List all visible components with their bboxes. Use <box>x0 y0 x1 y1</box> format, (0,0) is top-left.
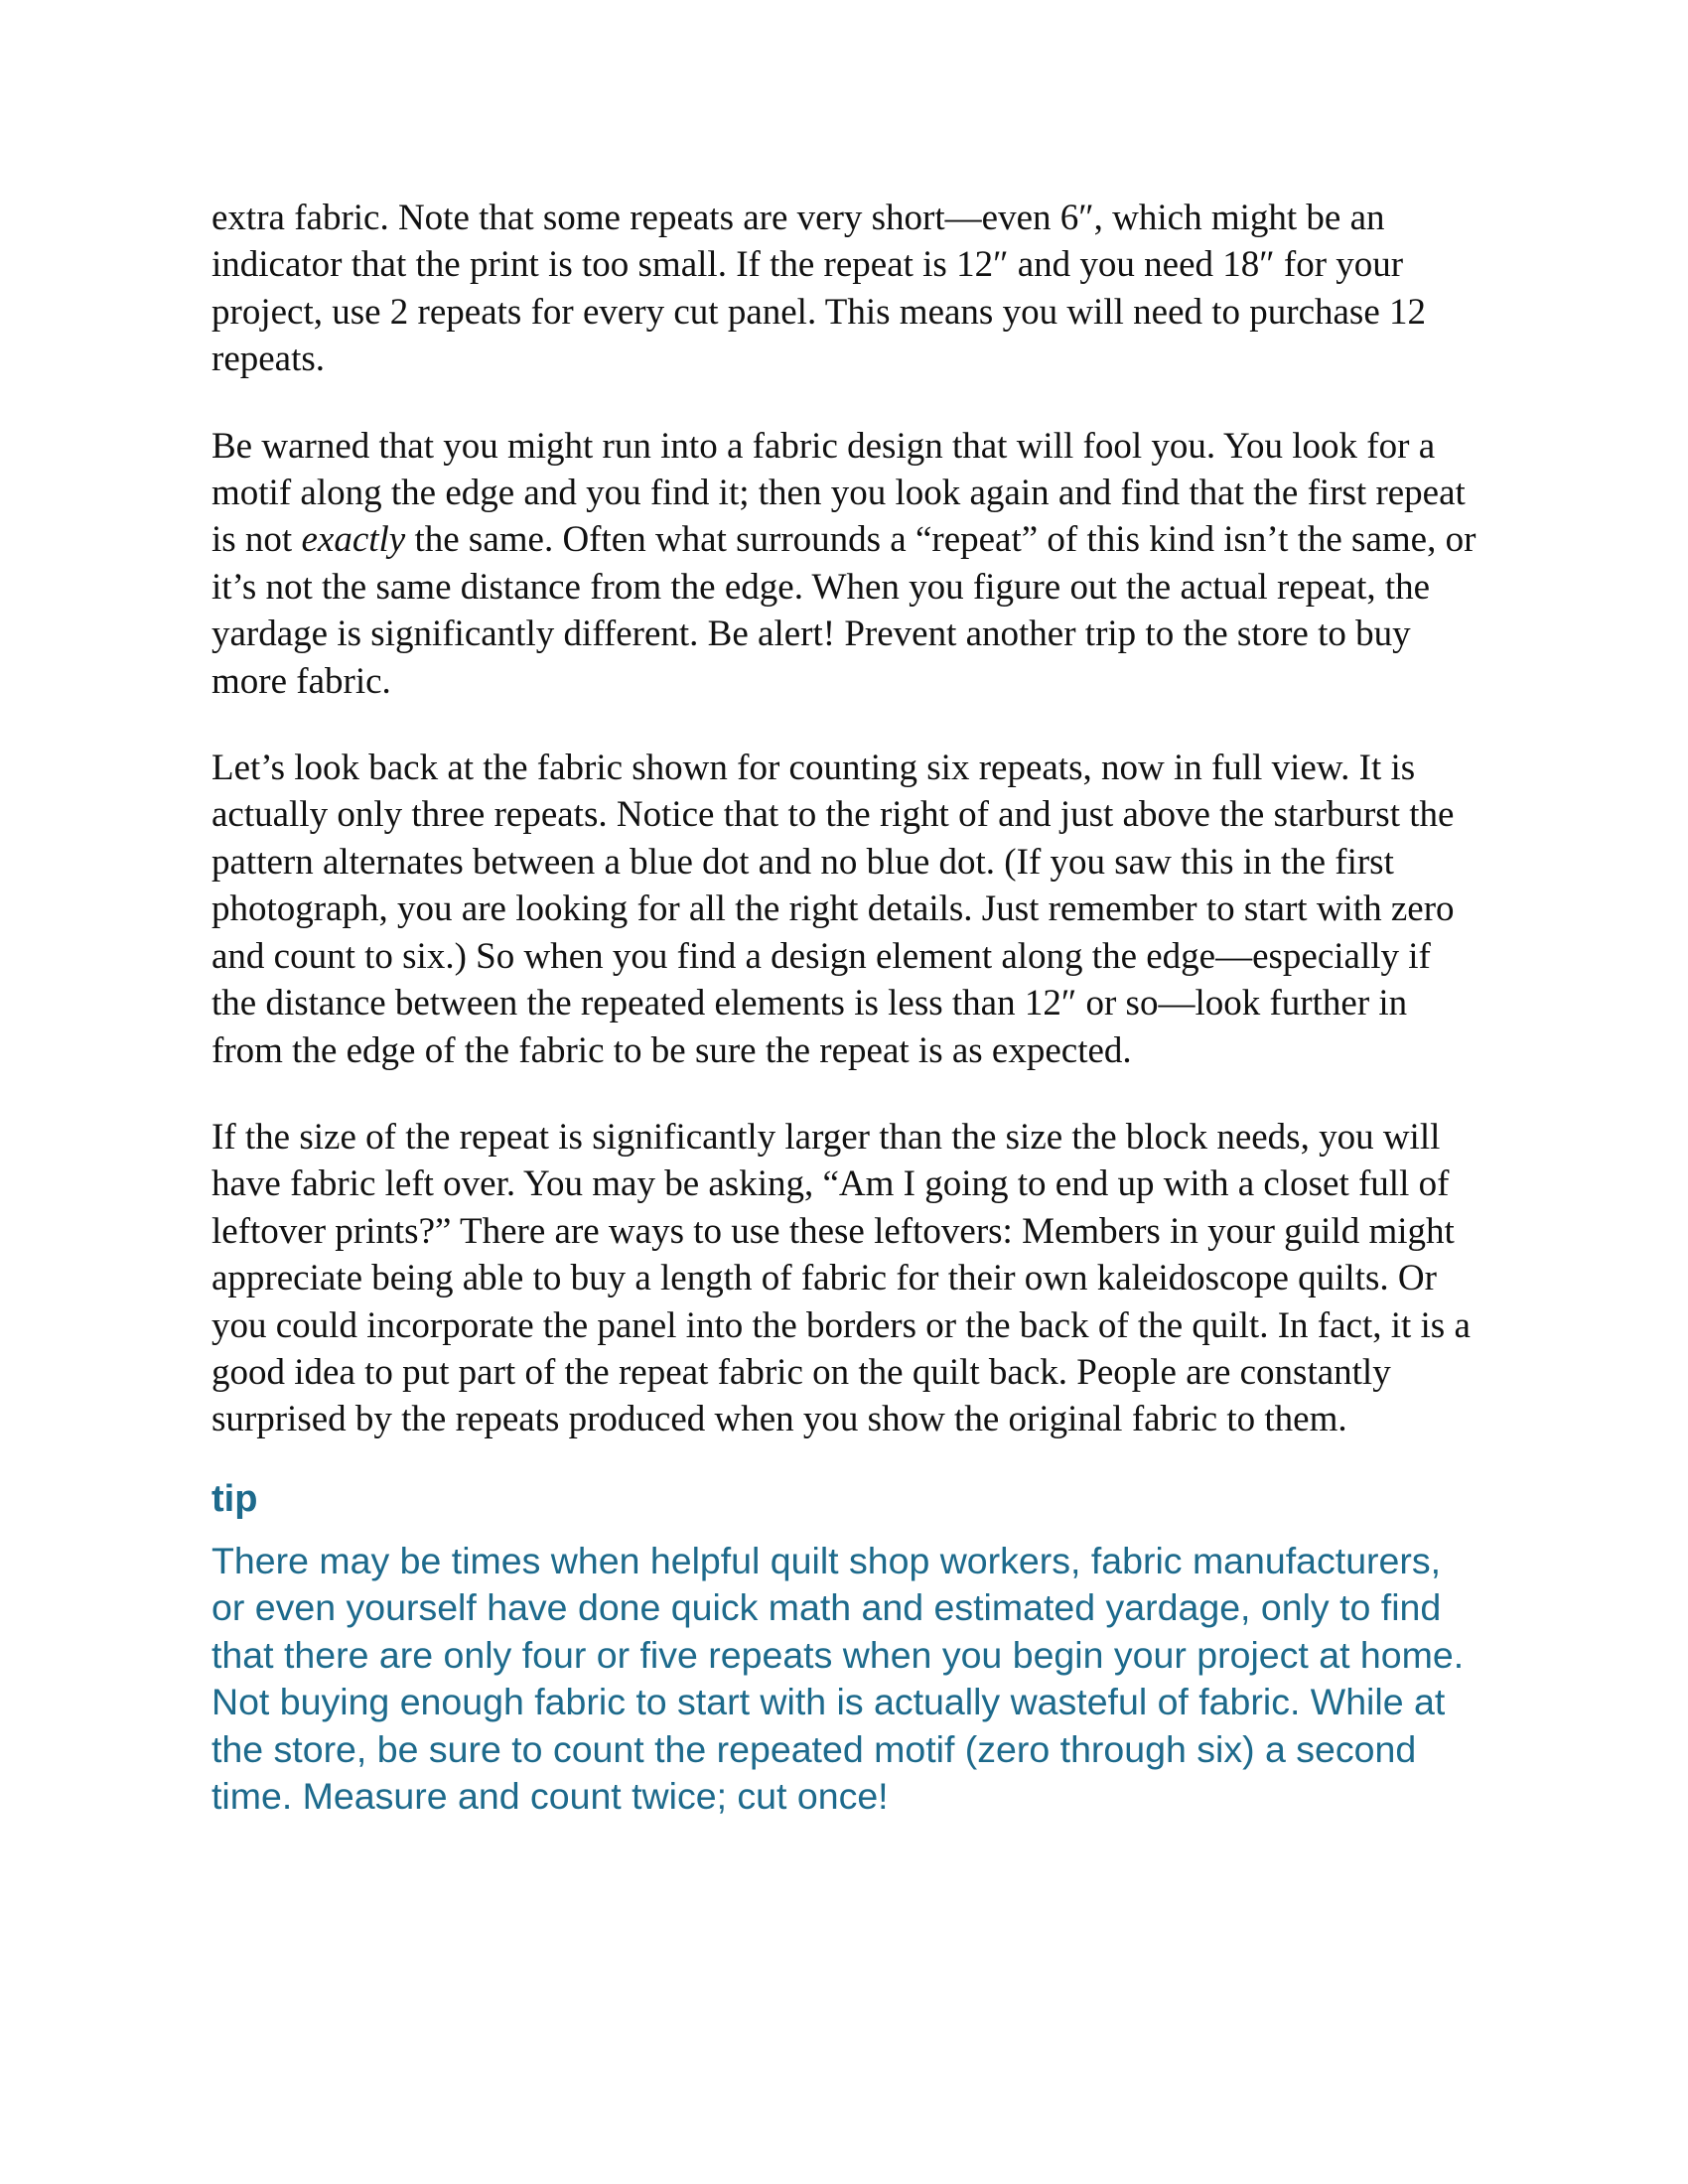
paragraph-2-text-after: the same. Often what surrounds a “repeat” of this kind isn’t the same, or it’s not the same distance from the edge. When you figure out the actual repeat, the yardage is significantly different. Be alert! Prevent another trip to the store to buy more fabric. <box>211 519 1477 702</box>
paragraph-2-text-before: Be warned that you might run into a fabric design that will fool you. You look for a motif along the edge and you find it; then you look again and find that the first repeat is not <box>211 425 1466 561</box>
paragraph-counting-repeats <box>211 745 1482 1074</box>
paragraph-2-emphasis: exactly <box>301 519 406 561</box>
tip-heading: tip <box>211 1477 258 1520</box>
paragraph-leftover-fabric <box>211 1114 1482 1443</box>
paragraph-fabric-warning <box>211 423 1482 705</box>
paragraph-3-text: Let’s look back at the fabric shown for counting six repeats, now in full view. It is actually only three repeats. Notice that to the right of and just above the starburst the pattern alternates between a blue dot and no blue dot. (If you saw this in the first photograph, you are looking for all the right details. Just remember to start with zero and count to six.) So when you find a design element along the edge—especially if the distance between the repeated elements is less than 12″ or so—look further in from the edge of the fabric to be sure the repeat is as expected. <box>211 748 1455 1071</box>
tip-body: There may be times when helpful quilt shop workers, fabric manufacturers, or even yourself have done quick math and estimated yardage, only to find that there are only four or five repeats when you begin your project at home. Not buying enough fabric to start with is actually wasteful of fabric. While at the store, be sure to count the repeated motif (zero through six) a second time. Measure and count twice; cut once! <box>211 1539 1465 1818</box>
paragraph-repeat-length <box>211 195 1482 383</box>
page-content <box>211 195 1482 1821</box>
paragraph-1-text: extra fabric. Note that some repeats are very short—even 6″, which might be an indicator that the print is too small. If the repeat is 12″ and you need 18″ for your project, use 2 repeats for every cut panel. This means you will need to purchase 12 repeats. <box>211 198 1427 380</box>
paragraph-4-text: If the size of the repeat is significantly larger than the size the block needs, you will have fabric left over. You may be asking, “Am I going to end up with a closet full of leftover prints?” There are ways to use these leftovers: Members in your guild might appreciate being able to buy a length of fabric for their own kaleidoscope quilts. Or you could incorporate the panel into the borders or the back of the quilt. In fact, it is a good idea to put part of the repeat fabric on the quilt back. People are constantly surprised by the repeats produced when you show the original fabric to them. <box>211 1116 1471 1440</box>
